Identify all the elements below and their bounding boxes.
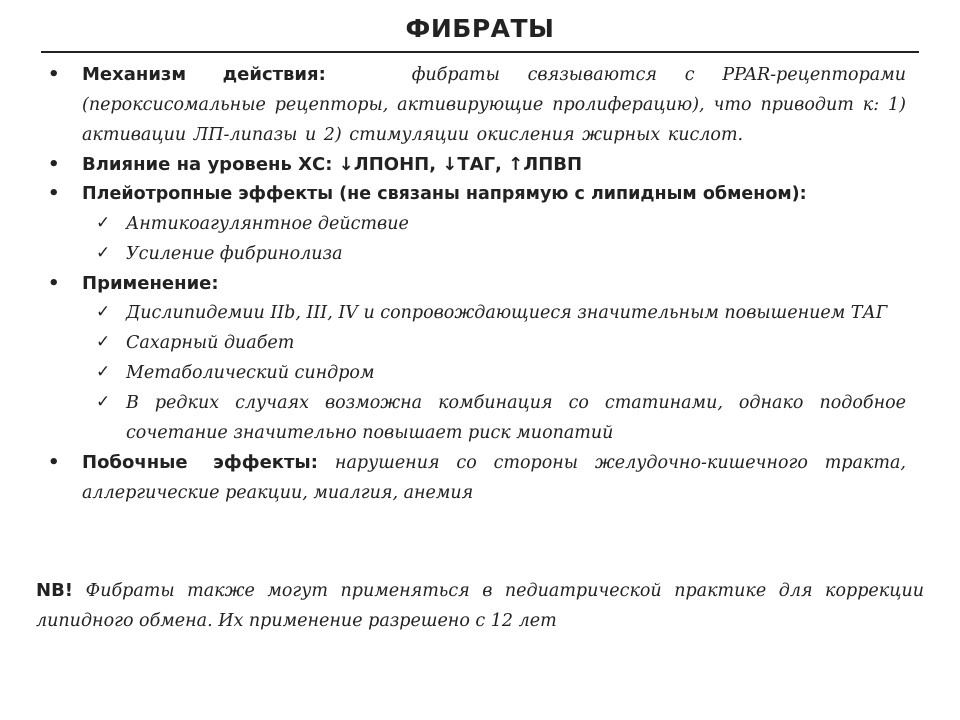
check-icon: ✓ (96, 332, 111, 352)
side-effects-label: Побочные эффекты: (82, 452, 318, 473)
application-item (48, 388, 906, 448)
side-effects-text: нарушения со стороны желудочно-кишечного тракта, аллергические реакции, миалгия, анемия (82, 453, 906, 503)
bullet-dot: • (48, 273, 60, 294)
check-icon: ✓ (96, 362, 111, 382)
bullet-mechanism (48, 60, 906, 150)
bullet-dot: • (48, 64, 60, 85)
application-item (48, 298, 906, 328)
application-item-text: Дислипидемии IIb, III, IV и сопровождающиеся значительным повышением ТАГ (126, 303, 888, 323)
check-icon: ✓ (96, 243, 111, 263)
title-divider (41, 51, 919, 53)
bullet-dot: • (48, 183, 60, 204)
bullet-dot: • (48, 452, 60, 473)
pleiotropic-list (48, 209, 906, 269)
pleiotropic-item (48, 209, 906, 239)
bullet-pleiotropic (48, 179, 906, 209)
bullet-side-effects (48, 448, 906, 508)
nb-label: NB! (36, 580, 73, 601)
check-icon: ✓ (96, 392, 111, 412)
influence-text: Влияние на уровень ХС: ↓ЛПОНП, ↓ТАГ, ↑ЛПВП (82, 154, 583, 175)
check-icon: ✓ (96, 213, 111, 233)
bullet-influence (48, 150, 906, 179)
application-item-text: Метаболический синдром (126, 363, 375, 383)
content-list (48, 60, 906, 508)
check-icon: ✓ (96, 302, 111, 322)
bullet-application (48, 269, 906, 298)
pleiotropic-item (48, 239, 906, 269)
nb-note (36, 576, 924, 636)
bullet-dot: • (48, 154, 60, 175)
application-item (48, 328, 906, 358)
pleiotropic-item-text: Антикоагулянтное действие (126, 214, 409, 234)
mechanism-text: фибраты связываются с PPAR-рецепторами (пероксисомальные рецепторы, активирующие пролиферацию), что приводит к: 1) активации ЛП-липазы и 2) стимуляции окисления жирных кислот. (82, 65, 906, 145)
slide-title: ФИБРАТЫ (405, 14, 555, 43)
application-label: Применение: (82, 273, 219, 294)
application-item-text: Сахарный диабет (126, 333, 295, 353)
pleiotropic-label: Плейотропные эффекты (не связаны напрямую с липидным обменом): (82, 184, 807, 204)
mechanism-label: Механизм действия: (82, 64, 326, 85)
application-item (48, 358, 906, 388)
application-list (48, 298, 906, 448)
pleiotropic-item-text: Усиление фибринолиза (126, 244, 343, 264)
application-item-text: В редких случаях возможна комбинация со статинами, однако подобное сочетание значительно повышает риск миопатий (126, 393, 906, 443)
nb-text: Фибраты также могут применяться в педиатрической практике для коррекции липидного обмена. Их применение разрешено с 12 лет (36, 581, 924, 631)
